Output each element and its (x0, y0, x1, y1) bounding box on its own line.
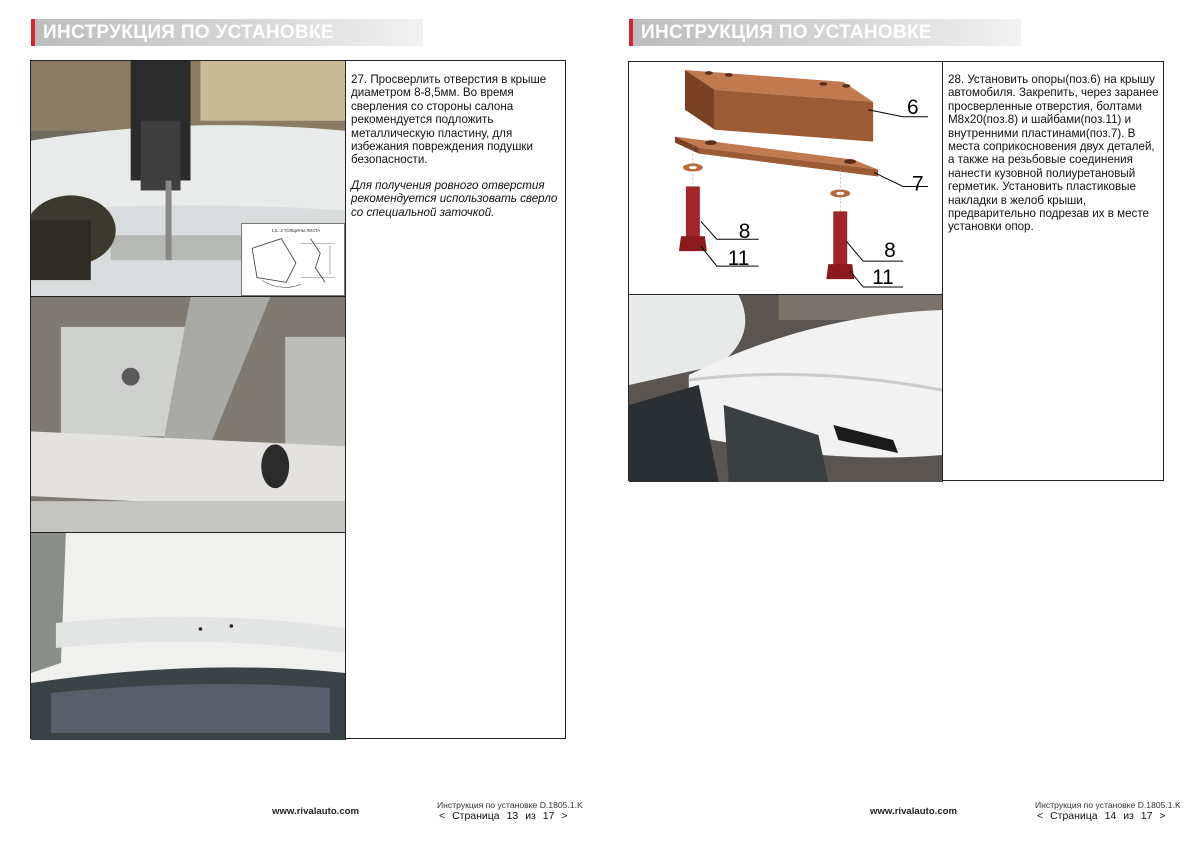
next-page-button[interactable]: > (561, 810, 568, 822)
header-accent-bar (31, 19, 35, 46)
section-header (31, 19, 423, 46)
step-27-text: 27. Просверлить отверстия в крыше диаметром 8-8,5мм. Во время сверления со стороны салона рекомендуется подложить металлическую пластину, для избежания повреждения подушки безопасности. (351, 73, 547, 167)
page-of-word: из (525, 810, 536, 822)
installed-support-photo (629, 295, 943, 482)
header-title: ИНСТРУКЦИЯ ПО УСТАНОВКЕ (43, 22, 334, 43)
step-27-text-cell (346, 61, 567, 740)
callout-11a: 11 (727, 247, 750, 271)
header-accent-bar (629, 19, 633, 46)
step-28-text-cell (943, 62, 1165, 482)
callout-11b: 11 (872, 266, 894, 290)
step-27-note: Для получения ровного отверстия рекомендуется использовать сверло со специальной заточкой. (351, 178, 558, 219)
callout-7: 7 (911, 172, 924, 196)
page-14 (600, 0, 1200, 848)
step-28-text: 28. Установить опоры(поз.6) на крышу автомобиля. Закрепить, через заранее просверленные отверстия, болтами М8х20(поз.8) и шайбами(поз.11) и внутренними пластинами(поз.7). В места соприкосновения двух деталей, а также на резьбовые соединения нанести кузовной полиуретановый герметик. Установить пластиковые накладки в желоб крыши, предварительно подрезав их в месте установки опор. (948, 73, 1159, 234)
prev-page-button[interactable]: < (439, 810, 446, 822)
page-word: Страница (452, 810, 500, 822)
page-navigation (437, 810, 570, 822)
page-number: 14 (1104, 810, 1117, 822)
footer-doc-code: Инструкция по установке D.1805.1.K (1035, 800, 1181, 810)
page-of-word: из (1123, 810, 1134, 822)
parts-diagram (629, 62, 943, 295)
interior-airbag-photo (31, 297, 346, 533)
page-total: 17 (542, 810, 555, 822)
callout-6: 6 (906, 95, 919, 119)
diagram-label: 1,5...2 ТОЛЩИНЫ ЛИСТА (271, 227, 321, 233)
callout-8b: 8 (884, 239, 896, 263)
page-total: 17 (1140, 810, 1153, 822)
bolt-a-icon (686, 186, 700, 238)
footer-site: www.rivalauto.com (272, 806, 360, 817)
step-table (30, 60, 566, 739)
callout-8a: 8 (738, 220, 751, 244)
footer-site: www.rivalauto.com (870, 806, 958, 817)
step-table (628, 61, 1164, 481)
bolt-b-icon (833, 211, 847, 266)
page-word: Страница (1050, 810, 1098, 822)
page-navigation (1035, 810, 1168, 822)
page-number: 13 (506, 810, 519, 822)
prev-page-button[interactable]: < (1037, 810, 1044, 822)
next-page-button[interactable]: > (1159, 810, 1166, 822)
header-title: ИНСТРУКЦИЯ ПО УСТАНОВКЕ (641, 22, 932, 43)
drill-angle-diagram (241, 223, 345, 296)
footer-doc-code: Инструкция по установке D.1805.1.K (437, 800, 583, 810)
roof-holes-photo (31, 533, 346, 740)
section-header (629, 19, 1021, 46)
